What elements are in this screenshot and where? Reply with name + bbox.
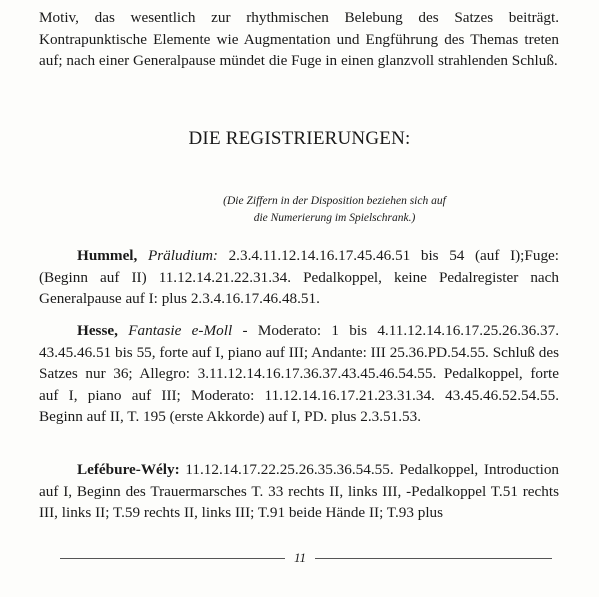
footer-rule-left: [60, 558, 285, 559]
registration-entry-lefebure-wely: [39, 459, 559, 524]
intro-text: Motiv, das wesentlich zur rhythmischen Belebung des Satzes beiträgt. Kontrapunktische Elemente wie Augmentation und Engführung des Themas treten auf; nach einer Generalpause mündet die Fuge in einen glanzvoll strahlenden Schluß.: [39, 9, 559, 69]
composer-name: Lefébure-Wély:: [77, 461, 180, 478]
page-number: 11: [293, 550, 307, 565]
note-line-1: (Die Ziffern in der Disposition beziehen sich auf: [223, 195, 446, 207]
composer-name: Hesse,: [77, 322, 118, 339]
intro-paragraph: [39, 7, 559, 72]
footer-rule-right: [315, 558, 552, 559]
section-heading: DIE REGISTRIERUNGEN:: [188, 128, 411, 149]
work-title: Präludium:: [147, 247, 218, 264]
composer-name: Hummel,: [77, 247, 138, 264]
registration-entry-hummel: [39, 245, 559, 310]
registration-entry-hesse: [39, 320, 559, 428]
registration-text: 2.3.4.11.12.14.16.17.45.46.51 bis 54 (auf I);Fuge: (Beginn auf II) 11.12.14.21.22.31.34. Pedalkoppel, keine Pedalregister nach Generalpause auf I: plus 2.3.4.16.17.46.48.51.: [39, 247, 559, 307]
note-line-2: die Numerierung im Spielschrank.): [253, 211, 416, 224]
disposition-note: [0, 193, 599, 226]
registration-text: - Moderato: 1 bis 4.11.12.14.16.17.25.26.36.37. 43.45.46.51 bis 55, forte auf I, piano auf III; Andante: III 25.36.PD.54.55. Schluß des Satzes nur 36; Allegro: 3.11.12.14.16.17.36.37.43.45.46.54.55. Pedalkoppel, forte auf I, piano auf III; Moderato: 11.12.14.16.17.21.23.31.34. 43.45.46.52.54.55. Beginn auf II, T. 195 (erste Akkorde) auf I, PD. plus 2.3.51.53.: [39, 322, 560, 425]
registration-text: 11.12.14.17.22.25.26.35.36.54.55. Pedalkoppel, Introduction auf I, Beginn des Trauermarsches T. 33 rechts II, links III, -Pedalkoppel T.51 rechts III, links II; T.59 rechts II, links III; T.91 beide Hände II; T.93 plus: [39, 461, 560, 521]
work-title: Fantasie e-Moll: [128, 322, 233, 339]
